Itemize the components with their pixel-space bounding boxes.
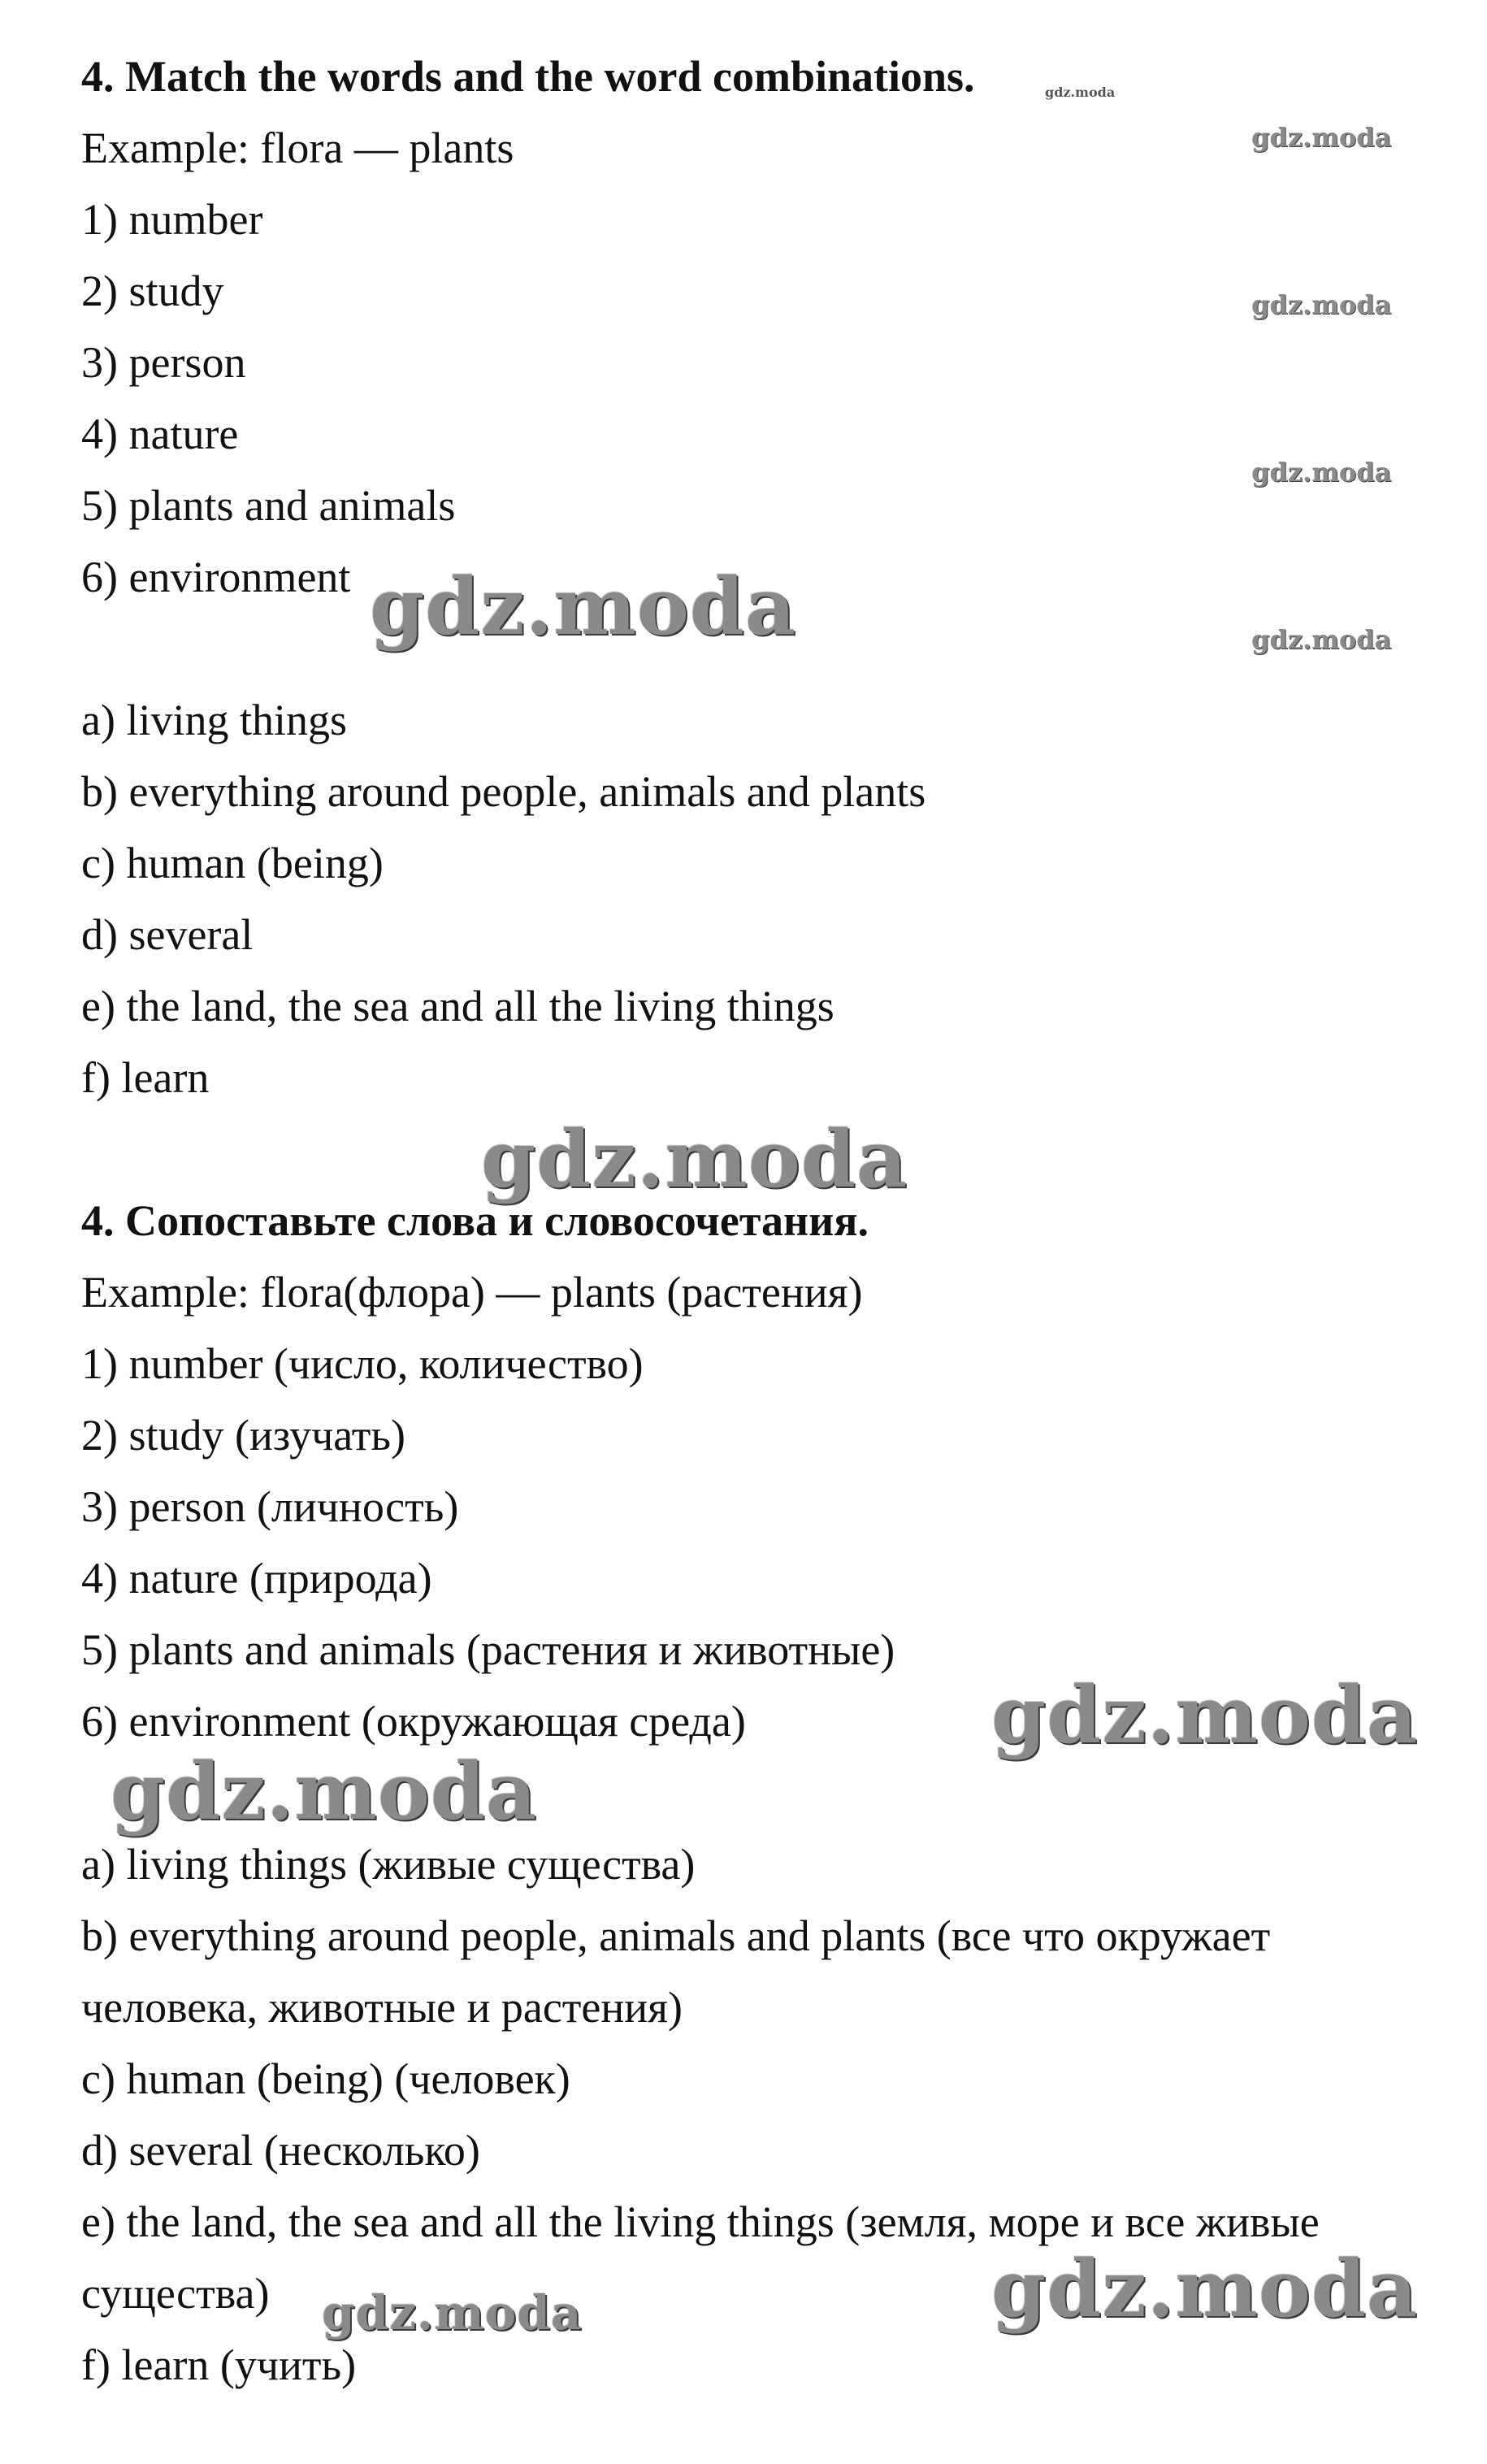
list-item: f) learn (учить) bbox=[81, 2340, 357, 2389]
list-item: человека, животные и растения) bbox=[81, 1983, 683, 2032]
list-item: b) everything around people, animals and plants bbox=[81, 767, 926, 816]
list-item: 3) person (личность) bbox=[81, 1482, 459, 1531]
watermark: gdz.moda bbox=[481, 1113, 908, 1205]
list-item: c) human (being) (человек) bbox=[81, 2054, 570, 2103]
list-item: 5) plants and animals (растения и животные) bbox=[81, 1625, 895, 1674]
list-item: d) several (несколько) bbox=[81, 2126, 480, 2175]
list-item: 2) study bbox=[81, 267, 224, 315]
watermark: gdz.moda bbox=[1251, 457, 1392, 488]
russian-example: Example: flora(флора) — plants (растения) bbox=[81, 1268, 863, 1317]
list-item: c) human (being) bbox=[81, 839, 384, 887]
list-item: 6) environment bbox=[81, 553, 351, 601]
list-item: a) living things bbox=[81, 696, 347, 744]
russian-heading: 4. Сопоставьте слова и словосочетания. bbox=[81, 1196, 869, 1245]
list-item: a) living things (живые существа) bbox=[81, 1840, 696, 1889]
list-item: 1) number (число, количество) bbox=[81, 1339, 644, 1388]
watermark: gdz.moda bbox=[991, 1669, 1419, 1761]
watermark: gdz.moda bbox=[1251, 122, 1392, 153]
list-item: 6) environment (окружающая среда) bbox=[81, 1697, 746, 1746]
list-item: d) several bbox=[81, 910, 254, 959]
list-item: e) the land, the sea and all the living things bbox=[81, 982, 835, 1030]
list-item: e) the land, the sea and all the living things (земля, море и все живые bbox=[81, 2197, 1320, 2246]
watermark: gdz.moda bbox=[370, 561, 797, 653]
list-item: b) everything around people, animals and plants (все что окружает bbox=[81, 1911, 1271, 1960]
list-item: 3) person bbox=[81, 338, 246, 387]
list-item: 2) study (изучать) bbox=[81, 1411, 406, 1460]
list-item: 1) number bbox=[81, 195, 263, 244]
list-item: 5) plants and animals bbox=[81, 481, 456, 530]
english-heading: 4. Match the words and the word combinations. bbox=[81, 52, 975, 101]
watermark: gdz.moda bbox=[1251, 289, 1392, 320]
english-example: Example: flora — plants bbox=[81, 124, 514, 172]
watermark: gdz.moda bbox=[1045, 85, 1116, 100]
watermark: gdz.moda bbox=[991, 2243, 1419, 2335]
list-item: f) learn bbox=[81, 1053, 210, 1102]
list-item: существа) bbox=[81, 2269, 270, 2318]
watermark: gdz.moda bbox=[111, 1746, 538, 1837]
watermark: gdz.moda bbox=[1251, 624, 1392, 655]
list-item: 4) nature bbox=[81, 410, 239, 458]
list-item: 4) nature (природа) bbox=[81, 1554, 432, 1603]
watermark: gdz.moda bbox=[322, 2285, 583, 2340]
